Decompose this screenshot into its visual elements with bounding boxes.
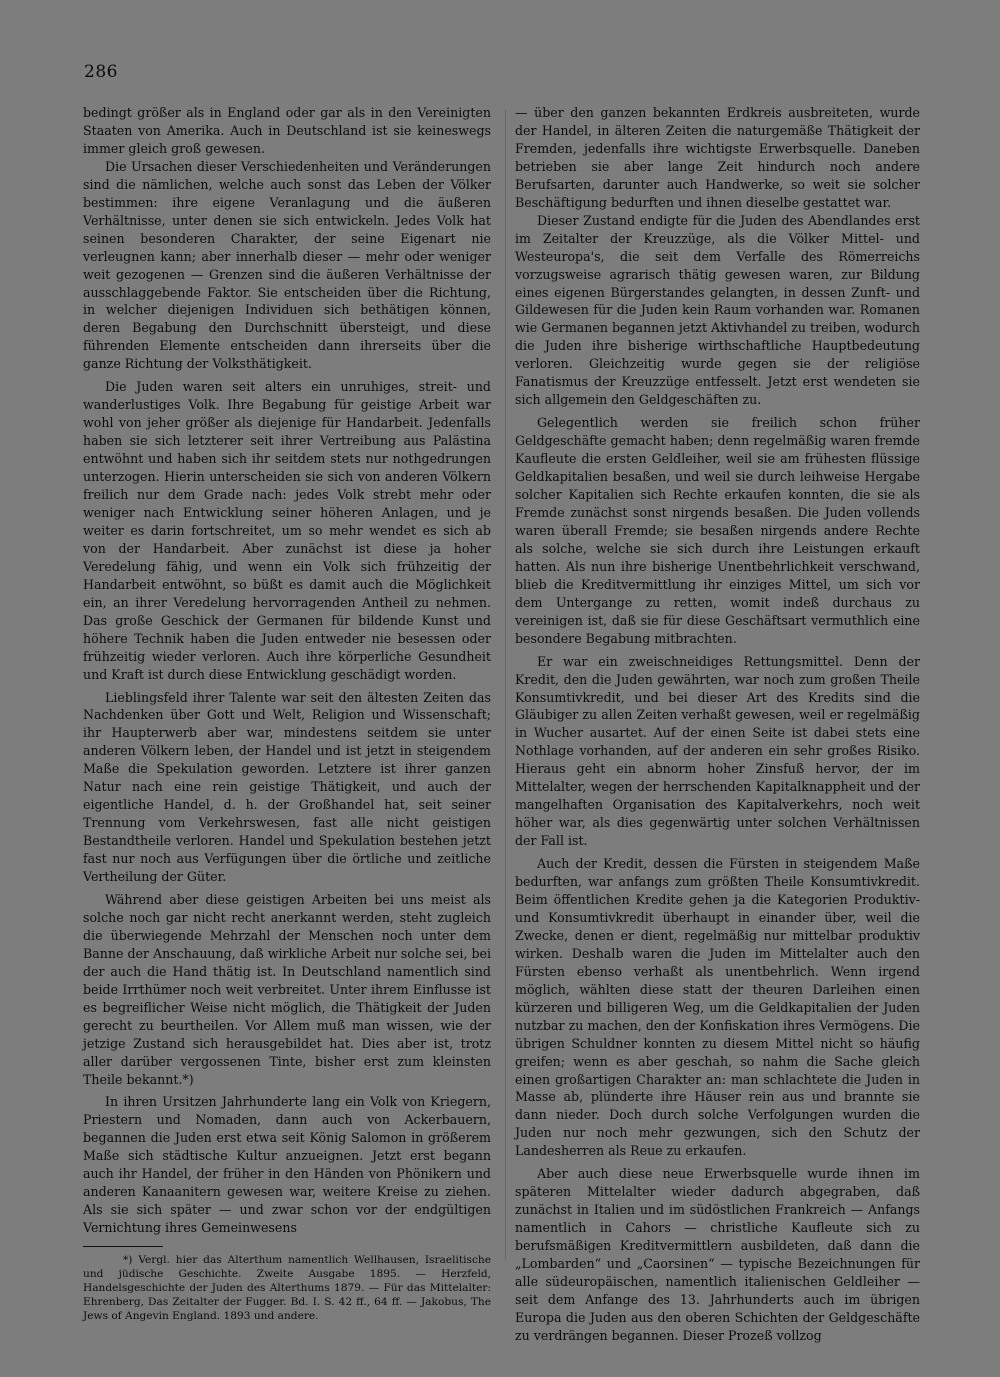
paragraph: Dieser Zustand endigte für die Juden des Abendlandes erst im Zeitalter der Kreuzzüge, als die Völker Mittel- und Westeuropa's, die seit dem Verfalle des Römerreichs vorzugsweise agrarisch thätig gewesen waren, zur Bildung eines eigenen Bürgerstandes gelangten, in dessen Zunft- und Gildewesen für die Juden kein Raum vorhanden war. Romanen wie Germanen begannen jetzt Aktivhandel zu treiben, wodurch die Juden ihre bisherige wirthschaftliche Hauptbedeutung verloren. Gleichzeitig wurde gegen sie der religiöse Fanatismus der Kreuzzüge entfesselt. Jetzt erst wendeten sie sich allgemein den Geldgeschäften zu. [515,212,920,408]
column-divider [505,110,506,1260]
footnote [83,1253,491,1323]
paragraph: Lieblingsfeld ihrer Talente war seit den ältesten Zeiten das Nachdenken über Gott und Welt, Religion und Wissenschaft; ihr Haupterwerb aber war, mindestens seitdem sie unter anderen Völkern leben, der Handel und ist jetzt in steigendem Maße die Spekulation geworden. Letztere ist ihrer ganzen Natur nach eine rein geistige Thätigkeit, und auch der eigentliche Handel, d. h. der Großhandel hat, seit seiner Trennung vom Verkehrswesen, fast alle nicht geistigen Bestandtheile verloren. Handel und Spekulation bestehen jetzt fast nur noch aus Verfügungen über die örtliche und zeitliche Vertheilung der Güter. [83,689,491,885]
paragraph: Gelegentlich werden sie freilich schon früher Geldgeschäfte gemacht haben; denn regelmäßig waren fremde Kaufleute die ersten Geldleiher, weil sie am frühesten flüssige Geldkapitalien besaßen, und weil sie durch leihweise Hergabe solcher Kapitalien sich Rechte erkaufen konnten, die sie als Fremde zunächst sonst nirgends besaßen. Die Juden vollends waren überall Fremde; sie besaßen nirgends andere Rechte als solche, welche sie sich durch ihre Leistungen erkauft hatten. Als nun ihre bisherige Unentbehrlichkeit verschwand, blieb die Kreditvermittlung ihr einziges Mittel, um sich vor dem Untergange zu retten, womit indeß durchaus zu vereinigen ist, daß sie für diese Geschäftsart vermuthlich eine besondere Begabung mitbrachten. [515,415,920,646]
paragraph: Die Juden waren seit alters ein unruhiges, streit- und wanderlustiges Volk. Ihre Begabung für geistige Arbeit war wohl von jeher größer als diejenige für Handarbeit. Jedenfalls haben sie sich letzterer seit ihrer Vertreibung aus Palästina entwöhnt und haben sich ihr seitdem stets nur nothgedrungen unterzogen. Hierin unterscheiden sie sich von anderen Völkern freilich nur dem Grade nach: jedes Volk strebt mehr oder weniger nach Entwicklung seiner höheren Anlagen, und je weiter es darin fortschreitet, um so mehr wendet es sich ab von der Handarbeit. Aber zunächst ist diese ja hoher Veredelung fähig, und wenn ein Volk sich frühzeitig der Handarbeit entwöhnt, so büßt es damit auch die Möglichkeit ein, an ihrer Veredelung hervorragenden Antheil zu nehmen. Das große Geschick der Germanen für bildende Kunst und höhere Technik haben die Juden entweder nie besessen oder frühzeitig wieder verloren. Auch ihre körperliche Gesundheit und Kraft ist durch diese Entwicklung geschädigt worden. [83,379,491,682]
page-number: 286 [84,62,118,82]
paragraph: Er war ein zweischneidiges Rettungsmittel. Denn der Kredit, den die Juden gewährten, war noch zum großen Theile Konsumtivkredit, und bei dieser Art des Kredits sind die Gläubiger zu allen Zeiten verhaßt gewesen, weil er regelmäßig in Wucher ausartet. Auf der einen Seite ist dabei stets eine Nothlage vorhanden, auf der anderen ein sehr großes Risiko. Hieraus geht ein abnorm hoher Zinsfuß hervor, der im Mittelalter, wegen der herrschenden Kapitalknappheit und der mangelhaften Organisation des Kapitalverkehrs, noch weit höher war, als dies gegenwärtig unter solchen Verhältnissen der Fall ist. [515,653,920,849]
right-column [515,104,920,1345]
left-column [83,104,491,1323]
paragraph: — über den ganzen bekannten Erdkreis ausbreiteten, wurde der Handel, in älteren Zeiten die naturgemäße Thätigkeit der Fremden, jedenfalls ihre wichtigste Erwerbsquelle. Daneben betrieben sie aber lange Zeit hindurch noch andere Berufsarten, darunter auch Handwerke, so weit sie solcher Beschäftigung bedurften und ihnen dieselbe gestattet war. [515,105,920,210]
footnote-text: *) Vergl. hier das Alterthum namentlich Wellhausen, Israelitische und jüdische Geschichte. Zweite Ausgabe 1895. — Herzfeld, Handelsgeschichte der Juden des Alterthums 1879. — Für das Mittelalter: Ehrenberg, Das Zeitalter der Fugger. Bd. I. S. 42 ff., 64 ff. — Jakobus, The Jews of Angevin England. 1893 und andere. [83,1254,491,1323]
paragraph: In ihren Ursitzen Jahrhunderte lang ein Volk von Kriegern, Priestern und Nomaden, dann auch von Ackerbauern, begannen die Juden erst etwa seit König Salomon in größerem Maße sich städtische Kultur anzueignen. Jetzt erst begann auch ihr Handel, der früher in den Händen von Phönikern und anderen Kanaanitern gewesen war, weitere Kreise zu ziehen. Als sie sich später — und zwar schon vor der endgültigen Vernichtung ihres Gemeinwesens [83,1094,491,1236]
paragraph: Auch der Kredit, dessen die Fürsten in steigendem Maße bedurften, war anfangs zum größten Theile Konsumtivkredit. Beim öffentlichen Kredite gehen ja die Kategorien Produktiv- und Konsumtivkredit überhaupt in einander über, weil die Zwecke, denen er dient, regelmäßig nur mittelbar produktiv wirken. Deshalb waren die Juden im Mittelalter auch den Fürsten ebenso verhaßt als unentbehrlich. Wenn irgend möglich, wählten diese statt der theuren Darleihen einen kürzeren und billigeren Weg, um die Geldkapitalien der Juden nutzbar zu machen, den der Konfiskation ihres Vermögens. Die übrigen Schuldner konnten zu diesem Mittel nicht so häufig greifen; wenn es aber geschah, so nahm die Sache gleich einen großartigen Charakter an: man schlachtete die Juden in Masse ab, plünderte ihre Häuser rein aus und brannte sie dann nieder. Doch durch solche Verfolgungen wurden die Juden nur noch mehr gezwungen, sich den Schutz der Landesherren als Reue zu erkaufen. [515,856,920,1159]
footnote-rule [83,1246,163,1247]
paragraph: Während aber diese geistigen Arbeiten bei uns meist als solche noch gar nicht recht anerkannt werden, steht zugleich die überwiegende Mehrzahl der Menschen noch unter dem Banne der Anschauung, daß wirkliche Arbeit nur solche sei, bei der auch die Hand thätig ist. In Deutschland namentlich sind beide Irrthümer noch weit verbreitet. Unter ihrem Einflusse ist es begreiflicher Weise nicht möglich, die Thätigkeit der Juden gerecht zu beurtheilen. Vor Allem muß man wissen, wie der jetzige Zustand sich herausgebildet hat. Dies aber ist, trotz aller darüber vergossenen Tinte, bisher erst zum kleinsten Theile bekannt.*) [83,891,491,1087]
paragraph: Aber auch diese neue Erwerbsquelle wurde ihnen im späteren Mittelalter wieder dadurch abgegraben, daß zunächst in Italien und im südöstlichen Frankreich — Anfangs namentlich in Cahors — christliche Kaufleute sich zu berufsmäßigen Kreditvermittlern ausbildeten, daß dann die „Lombarden“ und „Caorsinen“ — typische Bezeichnungen für alle südeuropäischen, namentlich italienischen Geldleiher — seit dem Anfange des 13. Jahrhunderts auch im übrigen Europa die Juden aus den oberen Schichten der Geldgeschäfte zu verdrängen begannen. Dieser Prozeß vollzog [515,1166,920,1343]
paragraph: Die Ursachen dieser Verschiedenheiten und Veränderungen sind die nämlichen, welche auch sonst das Leben der Völker bestimmen: ihre eigene Veranlagung und die äußeren Verhältnisse, unter denen sie sich entwickeln. Jedes Volk hat seinen besonderen Charakter, der seine Eigenart nie verleugnen kann; aber innerhalb dieser — mehr oder weniger weit gezogenen — Grenzen sind die äußeren Verhältnisse der ausschlaggebende Faktor. Sie entscheiden über die Richtung, in welcher diejenigen Individuen sich bethätigen können, deren Begabung den Durchschnitt übersteigt, und diese führenden Elemente entscheiden dann ihrerseits über die ganze Richtung der Volksthätigkeit. [83,158,491,372]
paragraph: bedingt größer als in England oder gar als in den Vereinigten Staaten von Amerika. Auch in Deutschland ist sie keineswegs immer gleich groß gewesen. [83,105,491,156]
